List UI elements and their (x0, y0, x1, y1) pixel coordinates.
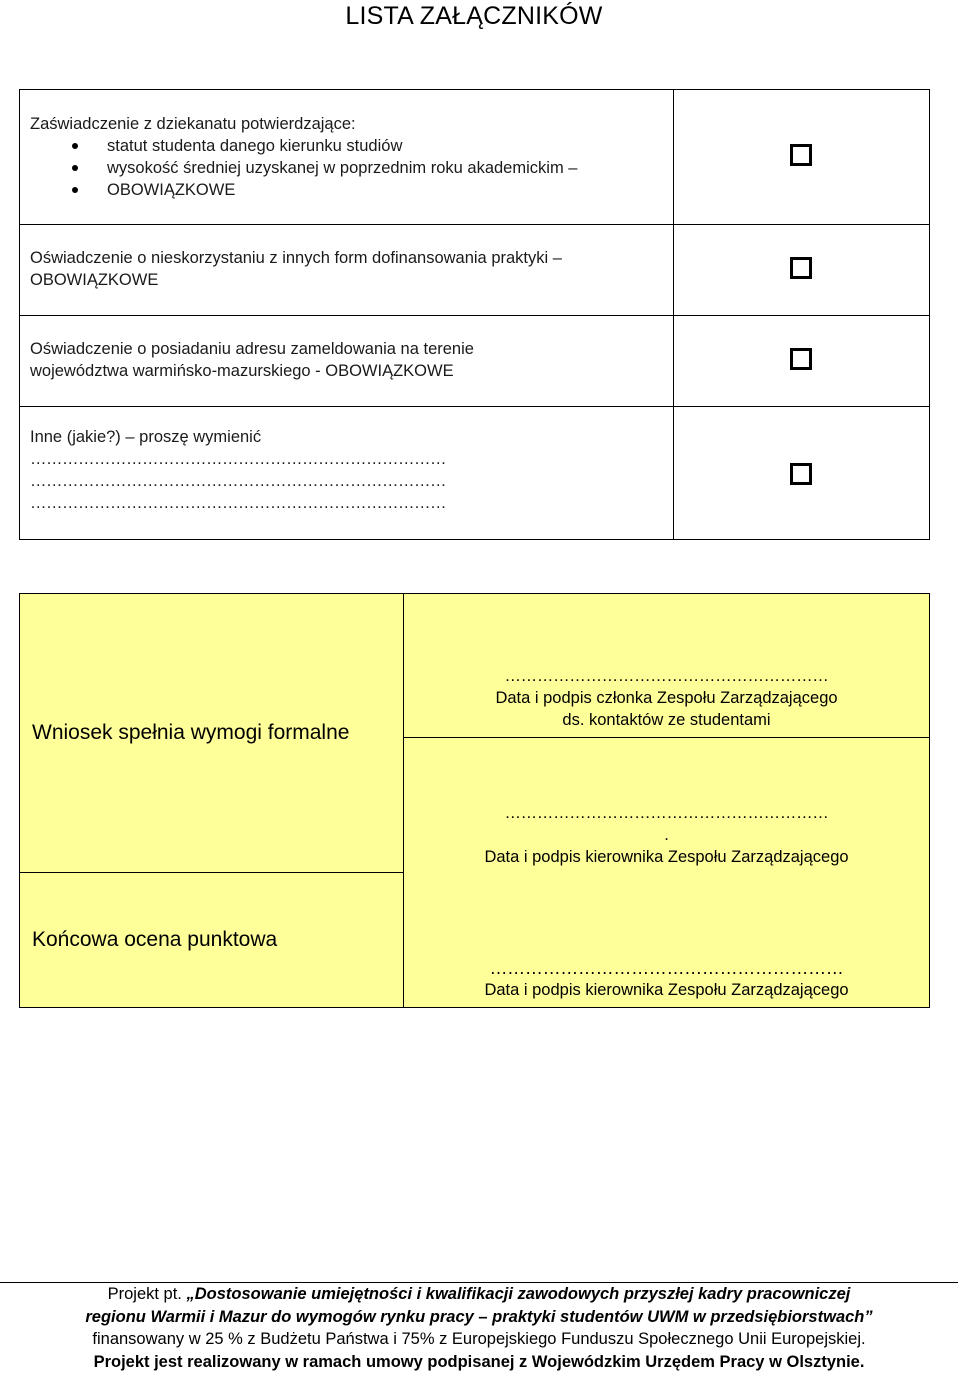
other-fill-line: …………………………………………………………………… (30, 450, 446, 468)
signature-cell-manager (404, 738, 930, 873)
attachment-description (20, 225, 674, 316)
attachment-row-dean-certificate (20, 90, 930, 225)
checkbox-residence[interactable] (790, 348, 812, 370)
signature-cell-member (404, 594, 930, 738)
checkbox-no-other-funding[interactable] (790, 257, 812, 279)
footer-title-line1 (0, 1283, 958, 1306)
checkbox-cell (674, 225, 930, 316)
score-label: Końcowa ocena punktowa (32, 928, 278, 951)
attachment-row-no-other-funding (20, 225, 930, 316)
approval-row (20, 594, 930, 738)
footer-project-title-2: regionu Warmii i Mazur do wymogów rynku pracy – praktyki studentów UWM w przedsiębiorstwach” (85, 1307, 873, 1326)
requirements-label: Wniosek spełnia wymogi formalne (32, 721, 350, 744)
residence-line1: Oświadczenie o posiadaniu adresu zameldowania na terenie (30, 340, 474, 358)
attachment-row-residence (20, 316, 930, 407)
dean-certificate-intro: Zaświadczenie z dziekanatu potwierdzające: (30, 115, 356, 133)
required-label: OBOWIĄZKOWE (30, 271, 159, 289)
dean-certificate-bullets (30, 135, 665, 201)
signature-line: …………………………………………………… (504, 667, 829, 685)
signature-line: …………………………………………………… (504, 804, 829, 822)
footer-funding: finansowany w 25 % z Budżetu Państwa i 75% z Europejskiego Funduszu Społecznego Unii Europejskiej. (92, 1330, 866, 1348)
attachments-table (19, 89, 930, 540)
checkbox-other[interactable] (790, 463, 812, 485)
signature-line: …………………………………………………… (489, 957, 844, 978)
required-label: OBOWIĄZKOWE (30, 179, 665, 201)
checkbox-cell (674, 407, 930, 540)
footer-prefix: Projekt pt. (107, 1285, 187, 1303)
checkbox-dean-certificate[interactable] (790, 144, 812, 166)
footer-contract: Projekt jest realizowany w ramach umowy podpisanej z Wojewódzkim Urzędem Pracy w Olsztynie. (93, 1352, 865, 1371)
attachment-description (20, 90, 674, 225)
attachment-row-other (20, 407, 930, 540)
checkbox-cell (674, 316, 930, 407)
score-row (20, 873, 930, 1008)
signature-caption: Data i podpis kierownika Zespołu Zarządzającego (484, 980, 849, 999)
signature-caption: Data i podpis członka Zespołu Zarządzającego (495, 689, 838, 707)
signature-line-dot: . (664, 826, 669, 844)
footer-project-title: „Dostosowanie umiejętności i kwalifikacji zawodowych przyszłej kadry pracowniczej (186, 1285, 851, 1303)
checkbox-cell (674, 90, 930, 225)
project-footer (0, 1282, 958, 1373)
other-label: Inne (jakie?) – proszę wymienić (30, 428, 262, 446)
signature-block-final (404, 957, 929, 1001)
signature-block-member (404, 665, 929, 731)
signature-caption-2: ds. kontaktów ze studentami (562, 711, 771, 729)
bullet-item: statut studenta danego kierunku studiów (30, 135, 665, 157)
residence-line2: województwa warmińsko-mazurskiego - OBOWIĄZKOWE (30, 362, 454, 380)
approval-table (19, 593, 930, 1008)
other-fill-line: …………………………………………………………………… (30, 494, 446, 512)
no-other-funding-line1: Oświadczenie o nieskorzystaniu z innych form dofinansowania praktyki – (30, 249, 562, 267)
requirements-cell (20, 594, 404, 873)
score-cell (20, 873, 404, 1008)
attachment-description (20, 407, 674, 540)
page-title: LISTA ZAŁĄCZNIKÓW (345, 2, 603, 30)
attachment-description (20, 316, 674, 407)
other-fill-line: …………………………………………………………………… (30, 472, 446, 490)
bullet-item: wysokość średniej uzyskanej w poprzednim roku akademickim – (30, 157, 665, 179)
signature-cell-final (404, 873, 930, 1008)
signature-caption: Data i podpis kierownika Zespołu Zarządzającego (484, 848, 849, 866)
signature-block-manager (404, 802, 929, 868)
